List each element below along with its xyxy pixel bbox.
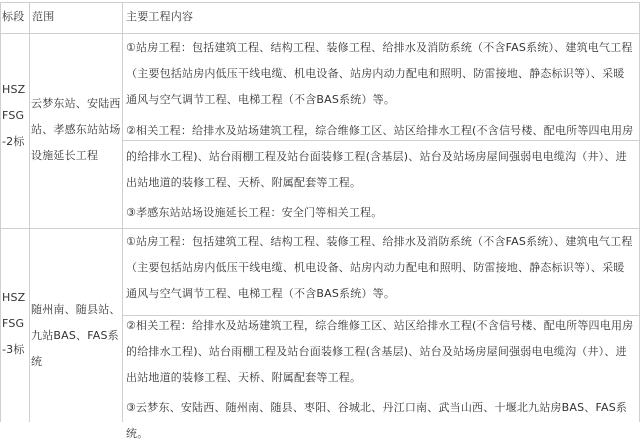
row-1-scope: 云梦东站、安陆西站、孝感东站站场设施延长工程 bbox=[31, 97, 121, 162]
grid-line bbox=[122, 2, 123, 422]
row-2-content-2: ②相关工程：给排水及站场建筑工程，综合维修工区、站区给排水工程(不含信号楼、配电所等四电用房的给排水工程)、站台雨棚工程及站台面装修工程(含基层)、站台及站场房屋间强弱电电缆沟（井）、进出站地道的装修工程、天桥、附属配套等工程。 bbox=[126, 319, 634, 384]
header-section: 标段 bbox=[2, 10, 25, 23]
row-1-section: HSZFSG-2标 bbox=[2, 83, 26, 148]
row-1-content-1: ①站房工程：包括建筑工程、结构工程、装修工程、给排水及消防系统（不含FAS系统）、建筑电气工程（主要包括站房内低压干线电缆、机电设备、站房内动力配电和照明、防雷接地、静态标识等）、采暖通风与空气调节工程、电梯工程（不含BAS系统）等。 bbox=[126, 41, 633, 106]
grid-line bbox=[0, 2, 1, 422]
row-2-section: HSZFSG-3标 bbox=[2, 291, 26, 356]
row-2-content-3: ③云梦东、安陆西、随州南、随县、枣阳、谷城北、丹江口南、武当山西、十堰北九站房BAS、FAS系统。 bbox=[126, 401, 628, 440]
row-2-content-1: ①站房工程：包括建筑工程、结构工程、装修工程、给排水及消防系统（不含FAS系统）、建筑电气工程（主要包括站房内低压干线电缆、机电设备、站房内动力配电和照明、防雷接地、静态标识等）、采暖通风与空气调节工程、电梯工程（不含BAS系统）等。 bbox=[126, 235, 633, 300]
grid-line bbox=[0, 33, 640, 34]
row-1-content-2: ②相关工程：给排水及站场建筑工程，综合维修工区、站区给排水工程(不含信号楼、配电所等四电用房的给排水工程)、站台雨棚工程及站台面装修工程(含基层)、站台及站场房屋间强弱电电缆沟（井）、进出站地道的装修工程、天桥、附属配套等工程。 bbox=[126, 124, 634, 189]
header-scope: 范围 bbox=[32, 10, 55, 23]
header-content: 主要工程内容 bbox=[126, 10, 194, 23]
row-1-content-3: ③孝感东站站场设施延长工程：安全门等相关工程。 bbox=[126, 206, 383, 219]
grid-line bbox=[29, 2, 30, 422]
row-2-scope: 随州南、随县站、九站BAS、FAS系统 bbox=[31, 303, 121, 368]
grid-line bbox=[0, 2, 640, 3]
